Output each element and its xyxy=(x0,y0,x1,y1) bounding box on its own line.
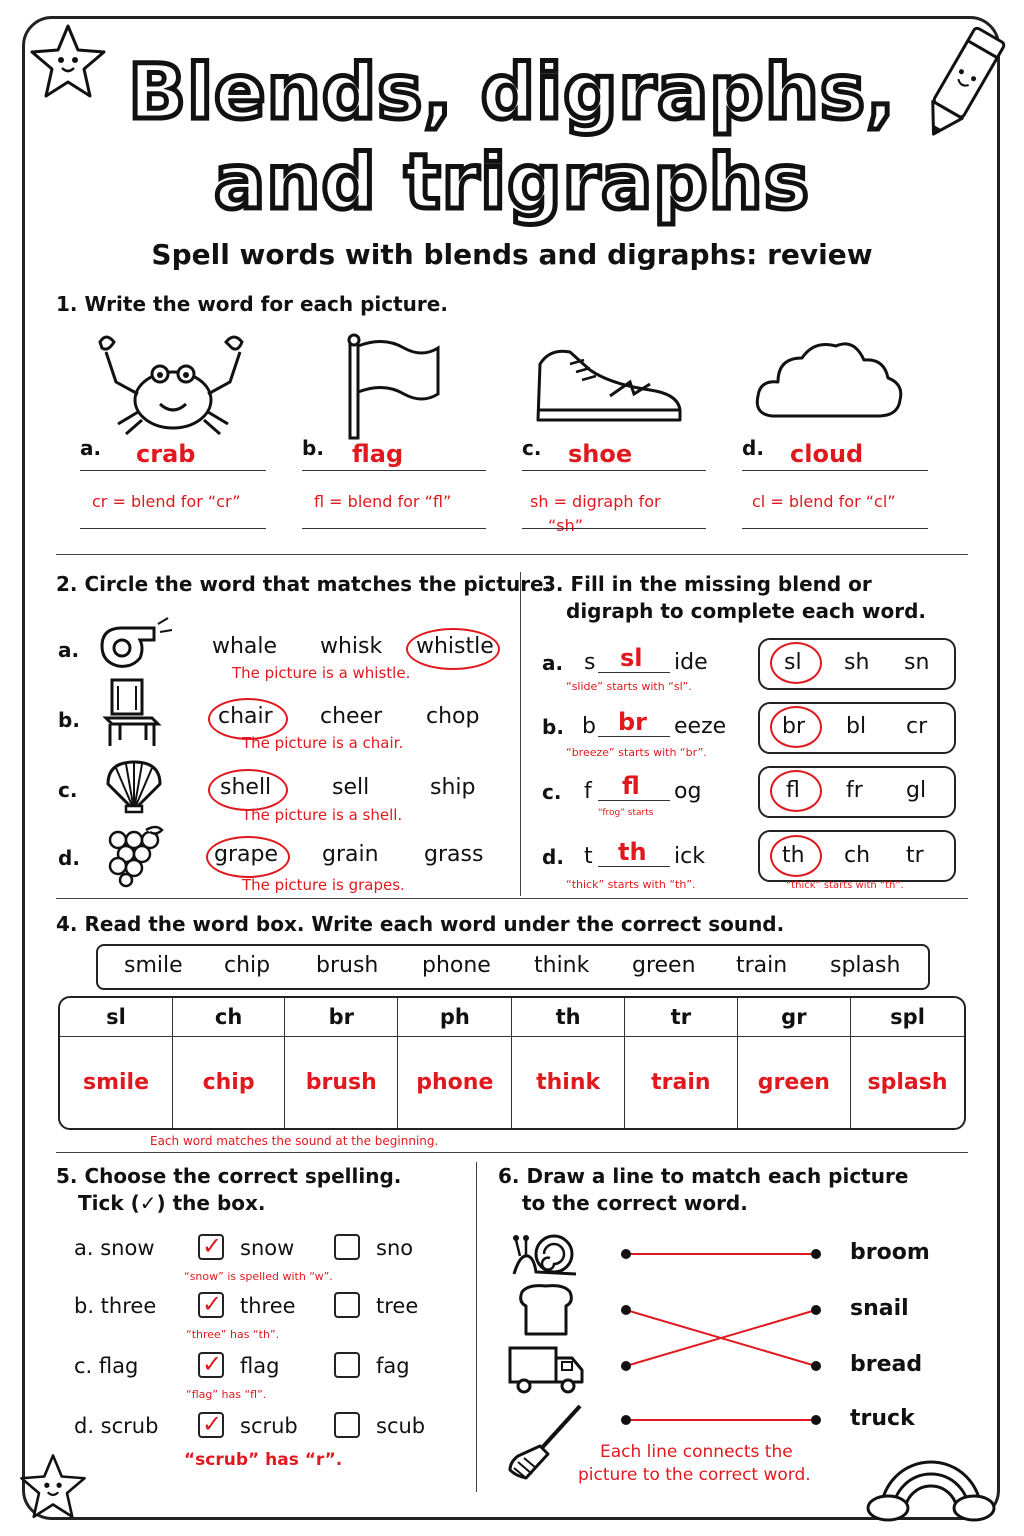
q2-d-word-1[interactable]: grape xyxy=(214,842,278,867)
q5-b-wrong: tree xyxy=(376,1294,419,1318)
q2-a-note: The picture is a whistle. xyxy=(232,664,411,682)
q1-b-letter: b. xyxy=(302,436,324,460)
q2-b-word-3[interactable]: chop xyxy=(426,704,480,729)
q1-c-note: sh = digraph for xyxy=(530,492,661,511)
q4-heading: 4. Read the word box. Write each word under the correct sound. xyxy=(56,912,785,936)
q6-word-1[interactable]: broom xyxy=(850,1240,930,1265)
q2-c-word-2[interactable]: sell xyxy=(332,775,370,800)
q6-word-3[interactable]: bread xyxy=(850,1352,923,1377)
q5-c-note: “flag” has “fl”. xyxy=(186,1388,267,1401)
q4-note: Each word matches the sound at the beginning. xyxy=(150,1134,439,1148)
q2-c-word-3[interactable]: ship xyxy=(430,775,476,800)
q5-c-right: flag xyxy=(240,1354,280,1378)
word-box-item: chip xyxy=(224,953,271,978)
q6-heading-1: 6. Draw a line to match each picture xyxy=(498,1164,909,1188)
sound-header: tr xyxy=(625,998,738,1037)
q5-a-wrong: sno xyxy=(376,1236,414,1260)
q5-a-right: snow xyxy=(240,1236,295,1260)
word-box-item: train xyxy=(736,953,788,978)
sound-header: spl xyxy=(851,998,964,1037)
q3-d-option-2[interactable]: ch xyxy=(844,843,871,868)
q5-b-note: “three” has “th”. xyxy=(186,1328,280,1341)
q3-b-option-2[interactable]: bl xyxy=(846,714,867,739)
q3-d-note: “thick” starts with “th”. xyxy=(566,878,696,891)
sound-header: ph xyxy=(398,998,512,1037)
q1-b-note: fl = blend for “fl” xyxy=(314,492,452,511)
sound-answer: smile xyxy=(60,1037,173,1128)
q2-b-letter: b. xyxy=(58,708,80,732)
word-box-item: brush xyxy=(316,953,379,978)
q3-b-answer: br xyxy=(618,708,648,736)
q2-c-note: The picture is a shell. xyxy=(242,806,403,824)
q3-c-start: f xyxy=(584,779,592,804)
q3-b-letter: b. xyxy=(542,715,564,739)
q5-heading-2: Tick (✓) the box. xyxy=(78,1191,266,1215)
q2-d-word-2[interactable]: grain xyxy=(322,842,379,867)
q6-word-4[interactable]: truck xyxy=(850,1406,915,1431)
q1-a-letter: a. xyxy=(80,436,102,460)
q2-b-word-1[interactable]: chair xyxy=(218,704,273,729)
q1-c-letter: c. xyxy=(522,436,542,460)
q3-b-end: eeze xyxy=(674,714,727,739)
check-icon: ✓ xyxy=(202,1290,223,1318)
title-line-1: Blends, digraphs, xyxy=(128,47,896,136)
sound-answer: think xyxy=(512,1037,625,1128)
q3-b-note: “breeze” starts with “br”. xyxy=(566,746,707,759)
q2-a-word-3[interactable]: whistle xyxy=(416,634,494,659)
sound-answer: phone xyxy=(398,1037,512,1128)
q3-d-option-1[interactable]: th xyxy=(782,843,805,868)
q3-d-answer: th xyxy=(618,838,647,866)
title-line-2: and trigraphs xyxy=(213,137,811,226)
q3-a-start: s xyxy=(584,650,596,675)
q3-heading-2: digraph to complete each word. xyxy=(566,599,926,623)
sound-header: sl xyxy=(60,998,173,1037)
q1-c-note-2: “sh” xyxy=(548,516,584,535)
sound-answer: chip xyxy=(173,1037,285,1128)
q2-c-word-1[interactable]: shell xyxy=(220,775,272,800)
q5-heading-1: 5. Choose the correct spelling. xyxy=(56,1164,402,1188)
q3-a-option-3[interactable]: sn xyxy=(904,650,930,675)
q5-c-label: c. flag xyxy=(74,1354,139,1378)
word-box-item: smile xyxy=(124,953,183,978)
word-box-item: phone xyxy=(422,953,491,978)
q3-a-end: ide xyxy=(674,650,708,675)
q2-heading: 2. Circle the word that matches the picture. xyxy=(56,572,552,596)
sound-answer: brush xyxy=(285,1037,398,1128)
check-icon: ✓ xyxy=(202,1232,223,1260)
q3-d-letter: d. xyxy=(542,845,564,869)
q2-d-note: The picture is grapes. xyxy=(242,876,405,894)
q5-d-wrong: scub xyxy=(376,1414,426,1438)
q1-a-note: cr = blend for “cr” xyxy=(92,492,241,511)
q3-b-option-1[interactable]: br xyxy=(782,714,806,739)
word-box-item: splash xyxy=(830,953,901,978)
q5-d-right: scrub xyxy=(240,1414,298,1438)
q3-a-answer: sl xyxy=(620,644,643,672)
q5-b-label: b. three xyxy=(74,1294,157,1318)
q3-heading-1: 3. Fill in the missing blend or xyxy=(542,572,872,596)
q5-b-right: three xyxy=(240,1294,296,1318)
q1-d-answer: cloud xyxy=(790,440,864,468)
q3-a-option-1[interactable]: sl xyxy=(784,650,802,675)
q3-c-letter: c. xyxy=(542,780,562,804)
q2-a-letter: a. xyxy=(58,638,80,662)
q5-a-note: “snow” is spelled with “w”. xyxy=(184,1270,333,1283)
q3-c-option-2[interactable]: fr xyxy=(846,778,863,803)
sound-answer: splash xyxy=(867,1070,948,1095)
check-icon: ✓ xyxy=(202,1350,223,1378)
q3-c-option-1[interactable]: fl xyxy=(786,778,800,803)
q3-d-end: ick xyxy=(674,844,705,869)
sound-header: ch xyxy=(173,998,285,1037)
q3-b-start: b xyxy=(582,714,596,739)
q3-c-end: og xyxy=(674,779,702,804)
q5-a-label: a. snow xyxy=(74,1236,155,1260)
sound-header: br xyxy=(285,998,398,1037)
q1-b-answer: flag xyxy=(352,440,404,468)
sound-answer: train xyxy=(625,1037,738,1128)
subtitle: Spell words with blends and digraphs: review xyxy=(151,238,873,271)
q3-d-note-2: “thick” starts with “th”. xyxy=(786,880,904,891)
sound-answer: green xyxy=(738,1037,851,1128)
word-box-item: green xyxy=(632,953,696,978)
q1-a-answer: crab xyxy=(136,440,196,468)
q6-heading-2: to the correct word. xyxy=(522,1191,748,1215)
check-icon: ✓ xyxy=(202,1410,223,1438)
q1-c-answer: shoe xyxy=(568,440,633,468)
q3-c-answer: fl xyxy=(622,772,640,800)
q3-c-note: “frog” starts xyxy=(598,808,654,818)
q2-c-letter: c. xyxy=(58,778,78,802)
q1-d-letter: d. xyxy=(742,436,764,460)
q2-a-word-2[interactable]: whisk xyxy=(320,634,383,659)
q3-a-letter: a. xyxy=(542,651,564,675)
q6-word-2[interactable]: snail xyxy=(850,1296,909,1321)
q3-d-option-3[interactable]: tr xyxy=(906,843,924,868)
sound-header: gr xyxy=(738,998,851,1037)
q5-c-wrong: fag xyxy=(376,1354,410,1378)
q2-d-letter: d. xyxy=(58,846,80,870)
sound-header: th xyxy=(512,998,625,1037)
q3-d-start: t xyxy=(584,844,593,869)
q2-b-note: The picture is a chair. xyxy=(242,734,404,752)
word-box-item: think xyxy=(534,953,590,978)
q3-c-option-3[interactable]: gl xyxy=(906,778,927,803)
q5-d-note: “scrub” has “r”. xyxy=(184,1450,343,1470)
q1-d-note: cl = blend for “cl” xyxy=(752,492,896,511)
q2-a-word-1[interactable]: whale xyxy=(212,634,278,659)
q6-note-1: Each line connects the xyxy=(600,1442,793,1462)
q3-b-option-3[interactable]: cr xyxy=(906,714,928,739)
q1-heading: 1. Write the word for each picture. xyxy=(56,292,448,316)
q3-a-option-2[interactable]: sh xyxy=(844,650,870,675)
q3-a-note: “slide” starts with “sl”. xyxy=(566,680,692,693)
q6-note-2: picture to the correct word. xyxy=(578,1465,811,1485)
q2-b-word-2[interactable]: cheer xyxy=(320,704,383,729)
q2-d-word-3[interactable]: grass xyxy=(424,842,484,867)
q5-d-label: d. scrub xyxy=(74,1414,159,1438)
